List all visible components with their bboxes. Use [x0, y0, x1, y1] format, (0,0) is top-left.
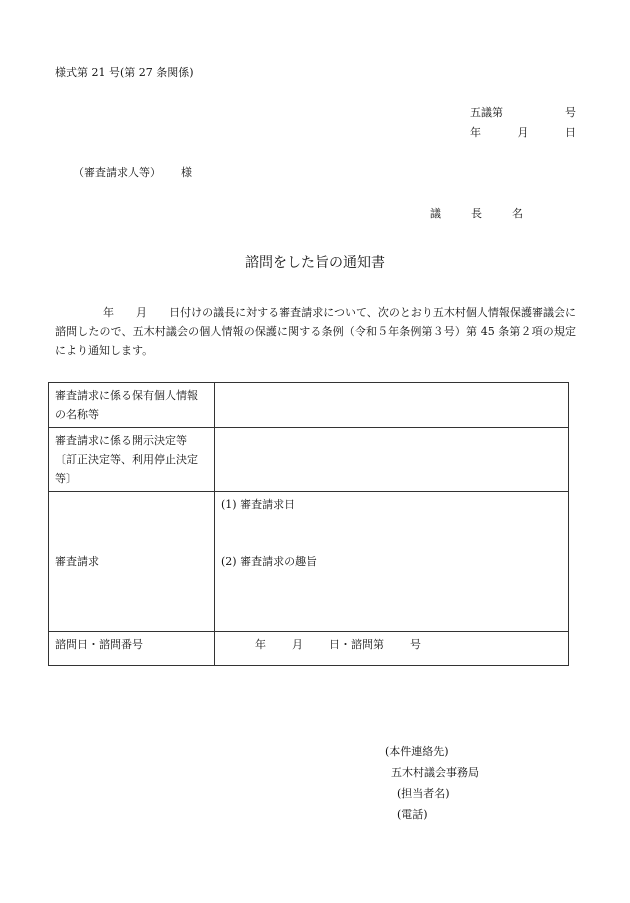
doc-number-suffix: 号 [565, 106, 576, 119]
contact-block [385, 741, 479, 825]
date-year: 年 [470, 126, 481, 139]
row3-value [215, 492, 569, 632]
consult-day: 日・諮問第 [329, 638, 384, 651]
table-row [49, 632, 569, 666]
issue-date [470, 126, 576, 140]
consult-year: 年 [255, 638, 266, 651]
contact-office: 五木村議会事務局 [391, 766, 479, 779]
form-number: 様式第 21 号(第 27 条関係) [55, 66, 194, 79]
addressee [73, 166, 192, 180]
table-row [49, 492, 569, 632]
chair-name: 名 [512, 207, 523, 220]
date-day: 日 [565, 126, 576, 139]
notice-table [48, 382, 569, 666]
request-purpose-item: (2) 審査請求の趣旨 [221, 555, 318, 568]
consult-month: 月 [292, 638, 303, 651]
contact-person: (担当者名) [397, 787, 450, 800]
date-month: 月 [517, 126, 529, 139]
request-date-item: (1) 審査請求日 [221, 498, 296, 511]
chair-char-2: 長 [471, 207, 482, 220]
row1-label: 審査請求に係る保有個人情報の名称等 [49, 383, 215, 428]
chair-char-1: 議 [430, 207, 441, 220]
row1-value [215, 383, 569, 428]
row2-value [215, 428, 569, 492]
row4-value [215, 632, 569, 666]
body-text: 年 月 日付けの議長に対する審査請求について、次のとおり五木村個人情報保護審議会に諮問したので、五木村議会の個人情報の保護に関する条例（令和５年条例第３号）第 45 条第２項の規定により通知します。 [55, 306, 576, 357]
row4-label: 諮問日・諮問番号 [49, 632, 215, 666]
contact-phone: (電話) [397, 808, 428, 821]
body-paragraph [55, 303, 576, 360]
document-number [470, 106, 576, 120]
addressee-honorific: 様 [181, 166, 192, 179]
consult-no: 号 [410, 638, 421, 651]
document-title: 諮問をした旨の通知書 [245, 255, 385, 271]
contact-heading: (本件連絡先) [385, 745, 449, 758]
addressee-name: （審査請求人等） [73, 166, 161, 179]
sender-chair [430, 207, 523, 221]
row2-label: 審査請求に係る開示決定等〔訂正決定等、利用停止決定等〕 [49, 428, 215, 492]
consult-date-number [255, 635, 421, 654]
table-row [49, 428, 569, 492]
row3-label: 審査請求 [49, 492, 215, 632]
table-row [49, 383, 569, 428]
doc-number-prefix: 五議第 [470, 106, 503, 119]
